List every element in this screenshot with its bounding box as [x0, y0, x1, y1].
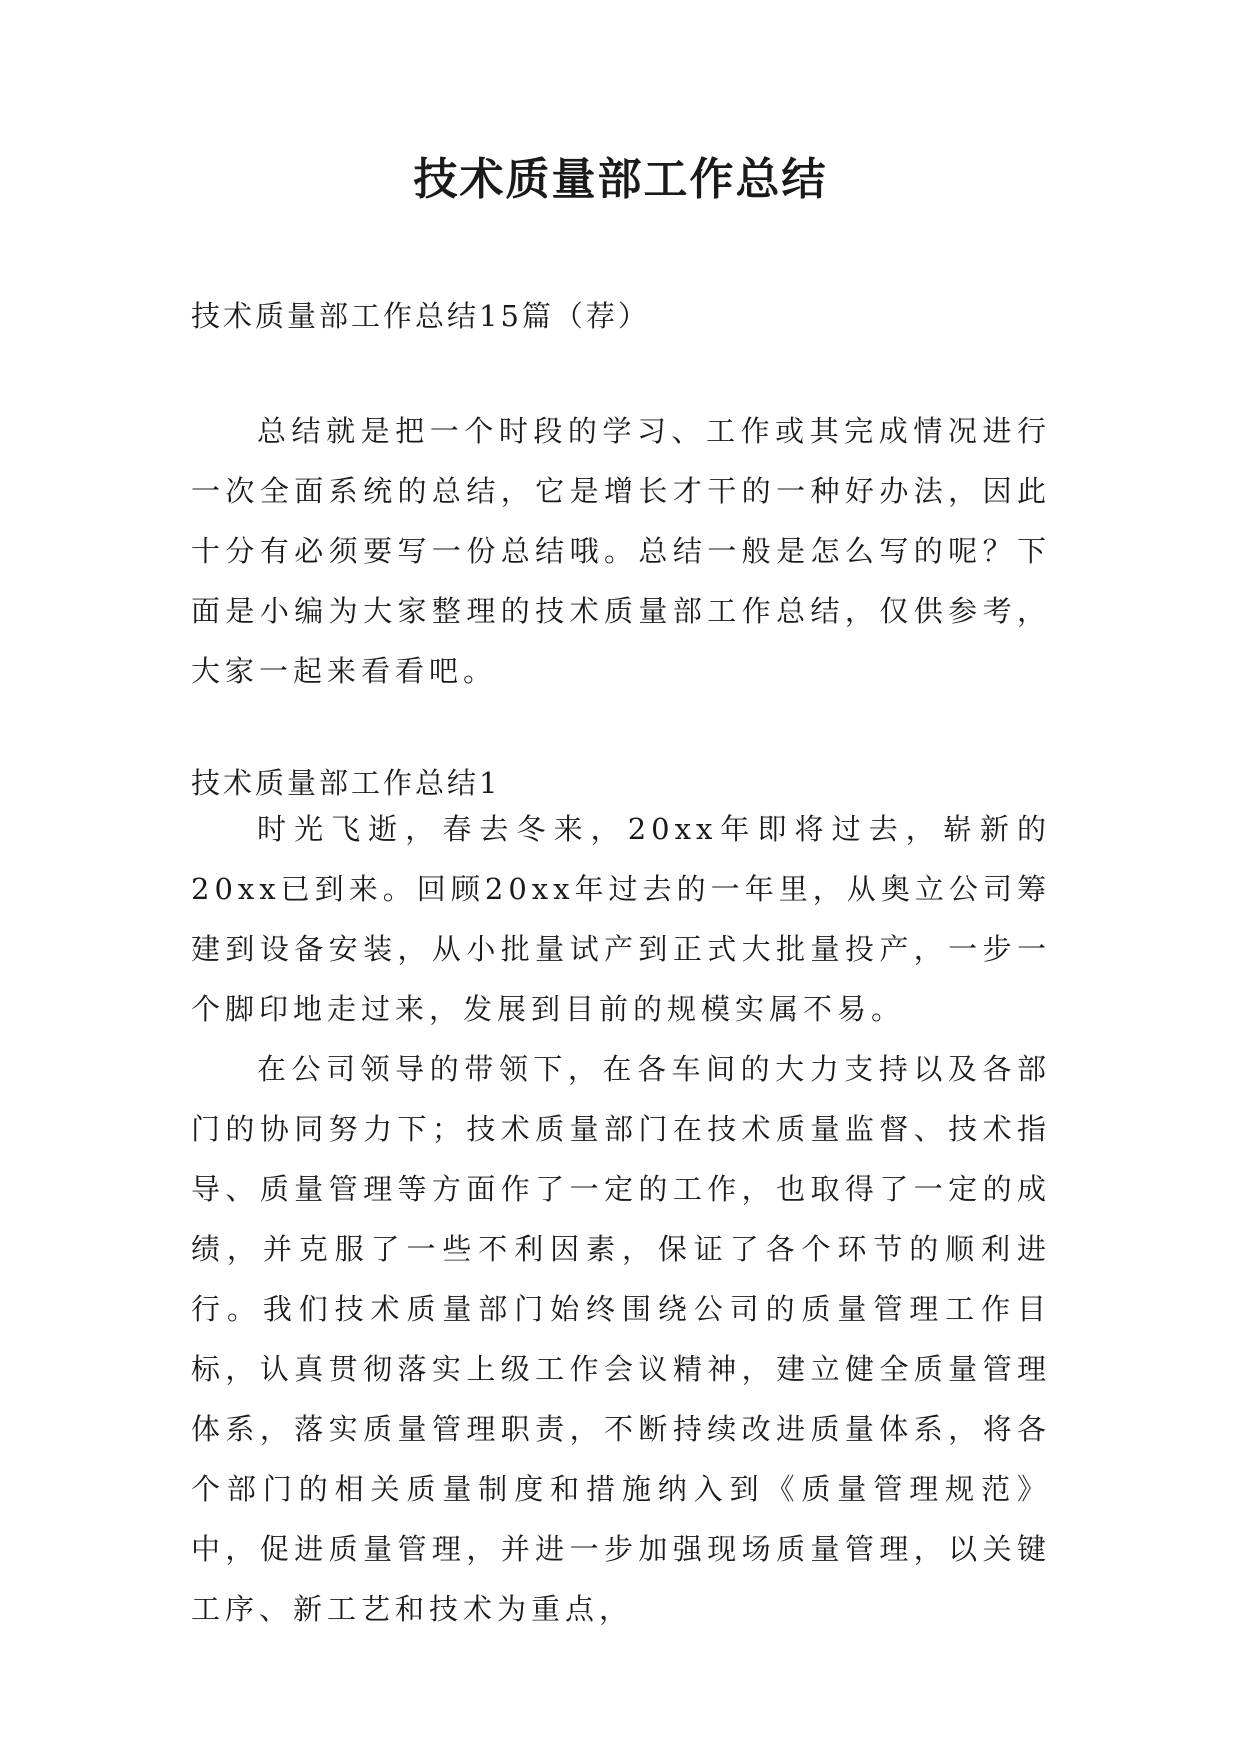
document-subtitle: 技术质量部工作总结15篇（荐）	[191, 299, 650, 333]
document-title: 技术质量部工作总结	[413, 154, 828, 205]
section-heading: 技术质量部工作总结1	[191, 766, 501, 800]
body-paragraph: 时光飞逝，春去冬来，20xx年即将过去，崭新的20xx已到来。回顾20xx年过去的一年里，从奥立公司筹建到设备安装，从小批量试产到正式大批量投产，一步一个脚印地走过来，发展到目前的规模实属不易。	[191, 812, 1051, 1026]
intro-paragraph: 总结就是把一个时段的学习、工作或其完成情况进行一次全面系统的总结，它是增长才干的一种好办法，因此十分有必须要写一份总结哦。总结一般是怎么写的呢？下面是小编为大家整理的技术质量部工作总结，仅供参考，大家一起来看看吧。	[191, 414, 1051, 688]
body-paragraph: 在公司领导的带领下，在各车间的大力支持以及各部门的协同努力下；技术质量部门在技术质量监督、技术指导、质量管理等方面作了一定的工作，也取得了一定的成绩，并克服了一些不利因素，保证了各个环节的顺利进行。我们技术质量部门始终围绕公司的质量管理工作目标，认真贯彻落实上级工作会议精神，建立健全质量管理体系，落实质量管理职责，不断持续改进质量体系，将各个部门的相关质量制度和措施纳入到《质量管理规范》中，促进质量管理，并进一步加强现场质量管理，以关键工序、新工艺和技术为重点，	[191, 1052, 1051, 1626]
